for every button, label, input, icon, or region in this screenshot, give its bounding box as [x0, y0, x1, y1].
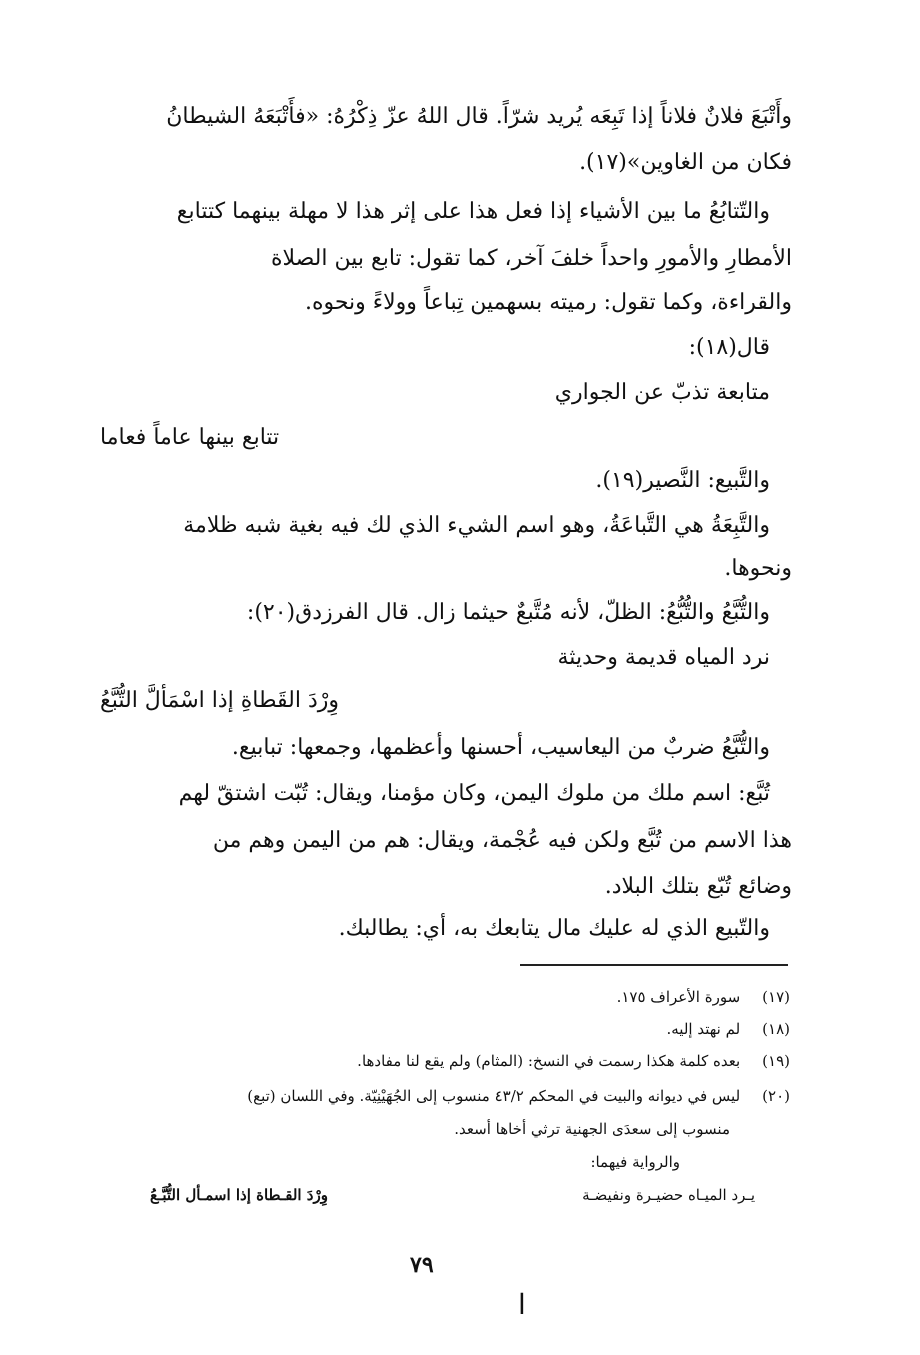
footnote-18	[667, 1020, 791, 1038]
footnote-text: بعده كلمة هكذا رسمت في النسخ: (المثام) ولم يقع لنا مفادها.	[357, 1052, 741, 1070]
body-line-17: هذا الاسم من تُبَّع ولكن فيه عُجْمة، ويقال: هم من اليمن وهم من	[212, 828, 792, 853]
footnote-20-cont-1: منسوب إلى سعدَى الجهنية ترثي أخاها أسعد.	[454, 1120, 730, 1138]
verse-line-4: وِرْدَ القَطاةِ إذا اسْمَألَّ التُّبَّعُ	[100, 688, 340, 713]
body-line-18: وضائع تُبّع بتلك البلاد.	[604, 874, 792, 899]
footnote-number: (١٧)	[762, 988, 790, 1006]
verse-line-2: تتابع بينها عاماً فعاما	[100, 425, 280, 450]
body-line-3: والتّتابُعُ ما بين الأشياء إذا فعل هذا على إثر هذا لا مهلة بينهما كتتابع	[176, 199, 770, 224]
footnote-verse-first: يـرد الميـاه حضيـرة ونفيضـة	[582, 1186, 755, 1204]
body-line-1: وأَتْبَعَ فلانٌ فلاناً إذا تَبِعَه يُريد شرّاً. قال اللهُ عزّ ذِكْرُهُ: «فأَتْبَعَهُ الشيطانُ	[166, 104, 792, 129]
footnote-verse-second: وِرْدَ القـطاة إذا اسمـأل التُّبَّـعُ	[150, 1186, 328, 1204]
body-line-6: قال(١٨):	[688, 335, 770, 360]
body-line-4: الأمطارِ والأمورِ واحداً خلفَ آخر، كما تقول: تابع بين الصلاة	[270, 246, 792, 271]
body-line-15: والتُّبَّعُ ضربٌ من اليعاسيب، أحسنها وأعظمها، وجمعها: تبابيع.	[231, 735, 770, 760]
footnote-text: ليس في ديوانه والبيت في المحكم ٤٣/٢ منسوب إلى الجُهَيْنِيّة. وفي اللسان (تبع)	[247, 1087, 741, 1105]
footnote-divider	[520, 964, 788, 966]
footnote-19	[357, 1052, 790, 1070]
body-line-5: والقراءة، وكما تقول: رميته بسهمين تِباعاً وولاءً ونحوه.	[304, 290, 792, 315]
footnote-17	[617, 988, 790, 1006]
footnote-20-cont-2: والرواية فيهما:	[590, 1153, 680, 1171]
footnote-text: لم نهتد إليه.	[666, 1020, 741, 1038]
footnote-20	[247, 1087, 790, 1105]
footnote-number: (١٩)	[762, 1052, 790, 1070]
signature-mark: ا	[518, 1288, 526, 1321]
body-line-11: ونحوها.	[724, 556, 792, 581]
body-line-2: فكان من الغاوين»(١٧).	[579, 150, 792, 175]
footnote-number: (١٨)	[762, 1020, 790, 1038]
verse-line-1: متابعة تذبّ عن الجواري	[554, 380, 770, 405]
footnote-text: سورة الأعراف ١٧٥.	[616, 988, 741, 1006]
body-line-9: والتَّبيع: النَّصير(١٩).	[595, 468, 770, 493]
body-line-12: والتُّبَّعُ والتُّبُّعُ: الظلّ، لأنه مُتَّبعٌ حيثما زال. قال الفرزدق(٢٠):	[246, 600, 770, 625]
body-line-10: والتَّبِعَةُ هي التَّباعَةُ، وهو اسم الشيء الذي لك فيه بغية شبه ظلامة	[183, 513, 770, 538]
page-number: ٧٩	[410, 1252, 434, 1278]
body-line-19: والتّبيع الذي له عليك مال يتابعك به، أي: يطالبك.	[338, 916, 770, 941]
footnote-number: (٢٠)	[762, 1087, 790, 1105]
verse-line-3: نرد المياه قديمة وحديثة	[557, 645, 770, 670]
body-line-16: تُبَّع: اسم ملك من ملوك اليمن، وكان مؤمنا، ويقال: تُبّت اشتقّ لهم	[178, 781, 770, 806]
